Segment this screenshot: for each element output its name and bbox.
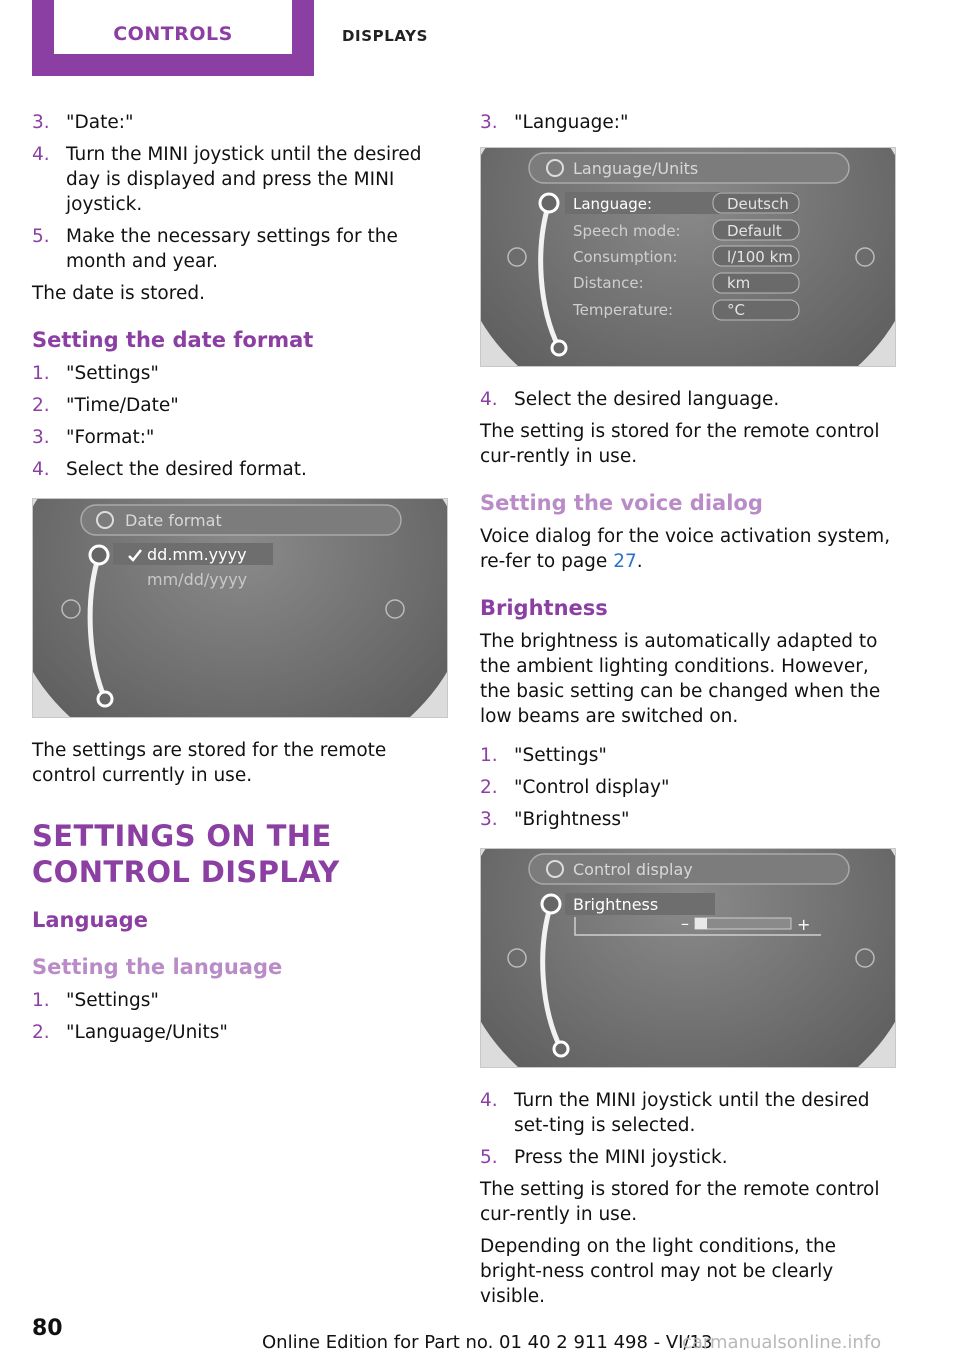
step: 3. "Brightness" [480,809,630,830]
edition-text: Online Edition for Part no. 01 40 2 911 498 - VI/13 [262,1332,713,1353]
svg-text:Speech mode:: Speech mode: [573,222,681,240]
svg-text:+: + [797,915,811,934]
svg-text:Brightness: Brightness [573,895,659,914]
left-column [32,110,452,1052]
svg-text:Language/Units: Language/Units [573,159,699,178]
svg-text:Temperature:: Temperature: [573,301,674,319]
stored-lang-text: The setting is stored for the remote control cur‐rently in use. [480,421,880,467]
page-link[interactable]: 27 [613,551,637,572]
step: 2. "Time/Date" [32,395,179,416]
svg-text:mm/dd/yyyy: mm/dd/yyyy [147,570,248,589]
step: 4. Select the desired language. [480,389,780,410]
step: 2. "Control display" [480,777,670,798]
svg-text:Control display: Control display [573,860,693,879]
date-format-screen [32,498,448,718]
step: 3. "Language:" [480,112,629,133]
svg-text:–: – [681,914,689,933]
brightness-slider [695,918,791,929]
step: 2. "Language/Units" [32,1022,228,1043]
svg-text:km: km [727,274,751,292]
step: 5. Press the MINI joystick. [480,1147,728,1168]
heading-date-format: Setting the date format [32,328,314,352]
heading-setting-language: Setting the language [32,955,283,979]
step: 4. Turn the MINI joystick until the desired set‐ting is selected. [480,1090,870,1136]
brightness-text: The brightness is automatically adapted to the ambient lighting conditions. However, the basic setting can be changed when the low beams are switched on. [480,631,881,727]
tab-controls [32,0,314,76]
heading-voice-dialog: Setting the voice dialog [480,491,763,515]
svg-text:Distance:: Distance: [573,274,644,292]
tab-controls-label: CONTROLS [54,0,292,54]
svg-text:Date format: Date format [125,511,222,530]
step: 1. "Settings" [32,990,159,1011]
svg-text:°C: °C [727,301,745,319]
step: 5. Make the necessary settings for the month and year. [32,226,398,272]
tab-displays: DISPLAYS [342,27,429,45]
heading-brightness: Brightness [480,596,608,620]
step: 1. "Settings" [480,745,607,766]
svg-text:dd.mm.yyyy: dd.mm.yyyy [147,545,247,564]
svg-text:Language:: Language: [573,195,653,213]
right-column [480,110,898,1316]
watermark: carmanualsonline.info [682,1332,882,1353]
stored-text: The settings are stored for the remote control currently in use. [32,740,387,786]
step: 3. "Date:" [32,112,134,133]
voice-text: Voice dialog for the voice activation system, re‐fer to page 27. [480,526,891,572]
svg-text:l/100 km: l/100 km [727,248,793,266]
heading-language: Language [32,908,148,932]
date-stored-text: The date is stored. [32,283,205,304]
step: 4. Select the desired format. [32,459,307,480]
svg-text:Consumption:: Consumption: [573,248,678,266]
svg-text:Default: Default [727,222,782,240]
page-number: 80 [32,1316,63,1341]
step: 1. "Settings" [32,363,159,384]
heading-settings-control-display: SETTINGS ON THE CONTROL DISPLAY [32,819,340,889]
control-display-screen [480,848,896,1068]
step: 4. Turn the MINI joystick until the desired day is displayed and press the MINI joystick. [32,144,422,215]
step: 3. "Format:" [32,427,155,448]
language-units-screen [480,147,896,367]
stored-bright-text: The setting is stored for the remote control cur‐rently in use. [480,1179,880,1225]
light-note: Depending on the light conditions, the bright‐ness control may not be clearly visible. [480,1236,837,1307]
svg-text:Deutsch: Deutsch [727,195,789,213]
